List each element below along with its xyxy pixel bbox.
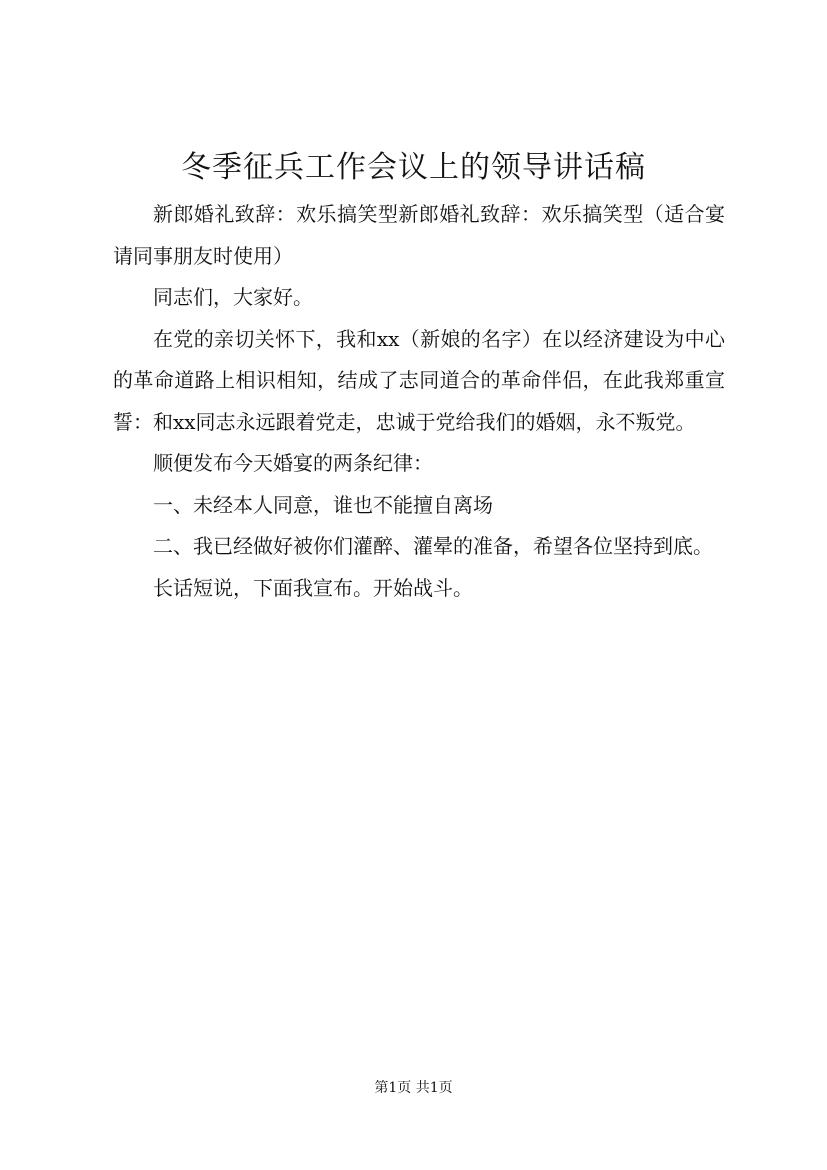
paragraph: 新郎婚礼致辞：欢乐搞笑型新郎婚礼致辞：欢乐搞笑型（适合宴请同事朋友时使用） bbox=[113, 202, 725, 268]
paragraph: 在党的亲切关怀下，我和xx（新娘的名字）在以经济建设为中心的革命道路上相识相知，结成了志同道合的革命伴侣，在此我郑重宣誓：和xx同志永远跟着党走，忠诚于党给我们的婚姻，永不叛党。 bbox=[113, 326, 725, 434]
document-body bbox=[113, 194, 725, 609]
paragraph: 顺便发布今天婚宴的两条纪律： bbox=[153, 451, 433, 475]
paragraph: 长话短说，下面我宣布。开始战斗。 bbox=[153, 575, 473, 600]
paragraph: 同志们，大家好。 bbox=[153, 285, 313, 309]
document-title: 冬季征兵工作会议上的领导讲话稿 bbox=[181, 150, 646, 185]
paragraph: 一、未经本人同意，谁也不能擅自离场 bbox=[153, 492, 493, 517]
paragraph: 二、我已经做好被你们灌醉、灌晕的准备，希望各位坚持到底。 bbox=[153, 534, 713, 558]
page-footer: 第1页 共1页 bbox=[374, 1080, 453, 1096]
